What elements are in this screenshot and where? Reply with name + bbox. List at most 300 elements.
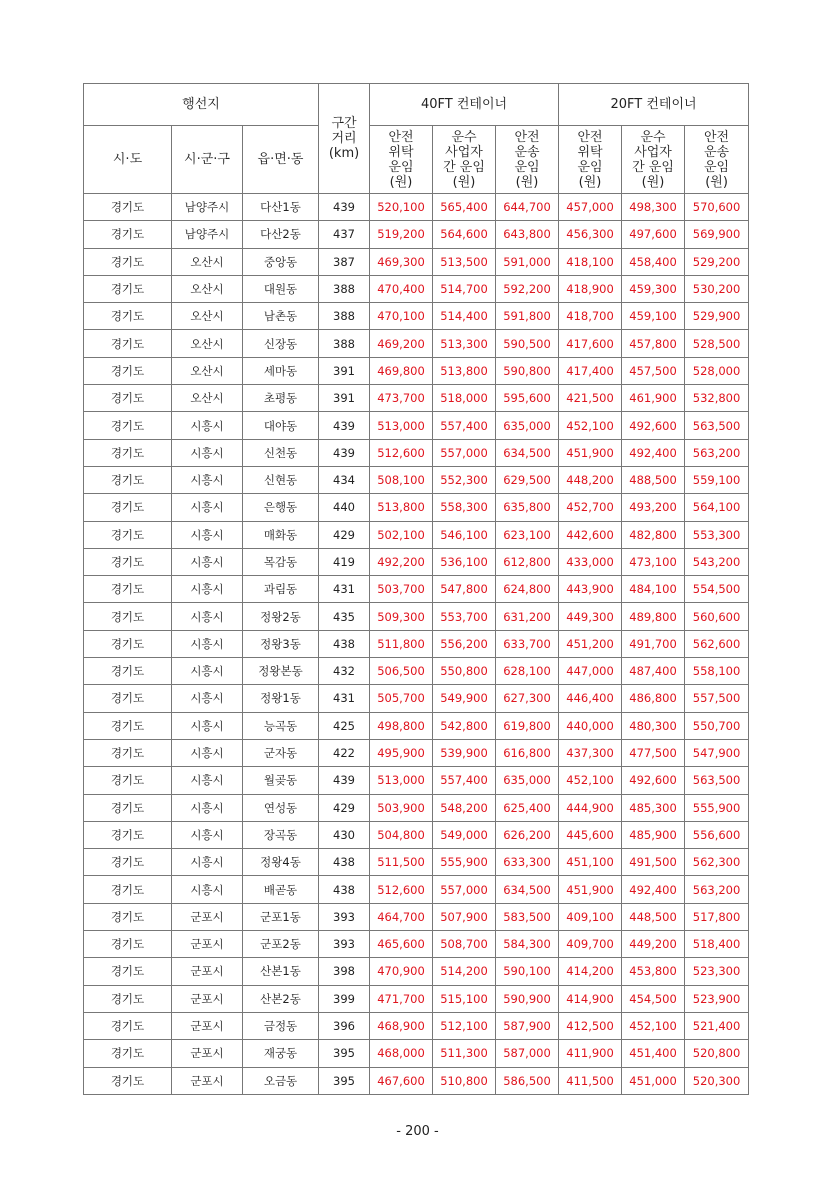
rate-40ft-carrier-cell: 514,200 <box>433 958 496 985</box>
rate-20ft-safe-consign-cell: 433,000 <box>559 548 622 575</box>
distance-cell: 437 <box>319 221 370 248</box>
rate-40ft-safe-transport-cell: 629,500 <box>496 466 559 493</box>
distance-cell: 395 <box>319 1067 370 1094</box>
sigungu-cell: 시흥시 <box>172 712 243 739</box>
sido-cell: 경기도 <box>84 494 172 521</box>
sigungu-cell: 시흥시 <box>172 821 243 848</box>
rate-20ft-carrier-cell: 492,400 <box>622 876 685 903</box>
rate-20ft-safe-consign-cell: 417,600 <box>559 330 622 357</box>
sido-cell: 경기도 <box>84 248 172 275</box>
dong-cell: 재궁동 <box>243 1040 319 1067</box>
rate-40ft-safe-consign-cell: 520,100 <box>370 194 433 221</box>
rate-20ft-safe-consign-cell: 418,100 <box>559 248 622 275</box>
sigungu-cell: 남양주시 <box>172 221 243 248</box>
sigungu-cell: 오산시 <box>172 330 243 357</box>
rate-20ft-carrier-cell: 492,400 <box>622 439 685 466</box>
rate-40ft-carrier-cell: 518,000 <box>433 385 496 412</box>
rate-20ft-carrier-cell: 448,500 <box>622 903 685 930</box>
rate-20ft-carrier-cell: 488,500 <box>622 466 685 493</box>
rate-40ft-safe-transport-cell: 590,800 <box>496 357 559 384</box>
sigungu-cell: 시흥시 <box>172 603 243 630</box>
sigungu-cell: 시흥시 <box>172 630 243 657</box>
rate-20ft-carrier-cell: 459,100 <box>622 303 685 330</box>
dong-cell: 연성동 <box>243 794 319 821</box>
table-row <box>84 330 749 357</box>
sido-cell: 경기도 <box>84 303 172 330</box>
sigungu-cell: 시흥시 <box>172 685 243 712</box>
table-row <box>84 194 749 221</box>
header-sido: 시·도 <box>84 126 172 194</box>
sido-cell: 경기도 <box>84 685 172 712</box>
table-body <box>84 194 749 1095</box>
rate-40ft-safe-consign-cell: 512,600 <box>370 876 433 903</box>
rate-40ft-safe-transport-cell: 583,500 <box>496 903 559 930</box>
rate-20ft-carrier-cell: 457,500 <box>622 357 685 384</box>
dong-cell: 정왕3동 <box>243 630 319 657</box>
sigungu-cell: 군포시 <box>172 903 243 930</box>
rate-40ft-safe-consign-cell: 465,600 <box>370 931 433 958</box>
rate-40ft-safe-transport-cell: 624,800 <box>496 576 559 603</box>
sigungu-cell: 시흥시 <box>172 412 243 439</box>
rate-20ft-carrier-cell: 491,700 <box>622 630 685 657</box>
rate-40ft-safe-consign-cell: 511,500 <box>370 849 433 876</box>
rate-40ft-safe-transport-cell: 625,400 <box>496 794 559 821</box>
sigungu-cell: 시흥시 <box>172 739 243 766</box>
sigungu-cell: 시흥시 <box>172 548 243 575</box>
table-row <box>84 385 749 412</box>
distance-cell: 440 <box>319 494 370 521</box>
rate-20ft-safe-transport-cell: 530,200 <box>685 275 749 302</box>
rate-20ft-carrier-cell: 477,500 <box>622 739 685 766</box>
distance-cell: 387 <box>319 248 370 275</box>
dong-cell: 은행동 <box>243 494 319 521</box>
page-number: - 200 - <box>396 1124 439 1139</box>
rate-20ft-safe-transport-cell: 553,300 <box>685 521 749 548</box>
rate-40ft-safe-transport-cell: 587,000 <box>496 1040 559 1067</box>
rate-40ft-carrier-cell: 507,900 <box>433 903 496 930</box>
dong-cell: 정왕2동 <box>243 603 319 630</box>
distance-cell: 396 <box>319 1012 370 1039</box>
rate-20ft-carrier-cell: 486,800 <box>622 685 685 712</box>
rate-20ft-safe-consign-cell: 457,000 <box>559 194 622 221</box>
rate-20ft-safe-consign-cell: 448,200 <box>559 466 622 493</box>
rate-20ft-safe-transport-cell: 532,800 <box>685 385 749 412</box>
rate-20ft-carrier-cell: 491,500 <box>622 849 685 876</box>
rate-20ft-safe-consign-cell: 451,200 <box>559 630 622 657</box>
rate-40ft-carrier-cell: 557,000 <box>433 876 496 903</box>
rate-20ft-safe-consign-cell: 411,900 <box>559 1040 622 1067</box>
dong-cell: 신장동 <box>243 330 319 357</box>
rate-20ft-safe-transport-cell: 520,800 <box>685 1040 749 1067</box>
table-row <box>84 821 749 848</box>
sido-cell: 경기도 <box>84 194 172 221</box>
sido-cell: 경기도 <box>84 903 172 930</box>
sido-cell: 경기도 <box>84 521 172 548</box>
distance-cell: 425 <box>319 712 370 739</box>
distance-cell: 431 <box>319 576 370 603</box>
rate-20ft-safe-consign-cell: 452,700 <box>559 494 622 521</box>
sido-cell: 경기도 <box>84 603 172 630</box>
distance-cell: 439 <box>319 412 370 439</box>
rate-40ft-safe-transport-cell: 628,100 <box>496 658 559 685</box>
rate-40ft-safe-consign-cell: 505,700 <box>370 685 433 712</box>
rate-40ft-safe-consign-cell: 513,000 <box>370 767 433 794</box>
rate-20ft-safe-transport-cell: 563,500 <box>685 412 749 439</box>
sigungu-cell: 오산시 <box>172 385 243 412</box>
sigungu-cell: 군포시 <box>172 958 243 985</box>
rate-40ft-safe-transport-cell: 633,700 <box>496 630 559 657</box>
sido-cell: 경기도 <box>84 876 172 903</box>
rate-40ft-safe-transport-cell: 634,500 <box>496 876 559 903</box>
table-row <box>84 1067 749 1094</box>
dong-cell: 오금동 <box>243 1067 319 1094</box>
distance-cell: 439 <box>319 194 370 221</box>
sido-cell: 경기도 <box>84 630 172 657</box>
sigungu-cell: 군포시 <box>172 985 243 1012</box>
rate-40ft-safe-transport-cell: 587,900 <box>496 1012 559 1039</box>
rate-40ft-carrier-cell: 555,900 <box>433 849 496 876</box>
rate-40ft-safe-consign-cell: 513,800 <box>370 494 433 521</box>
distance-cell: 435 <box>319 603 370 630</box>
rate-20ft-safe-consign-cell: 446,400 <box>559 685 622 712</box>
distance-cell: 419 <box>319 548 370 575</box>
dong-cell: 정왕1동 <box>243 685 319 712</box>
dong-cell: 과림동 <box>243 576 319 603</box>
dong-cell: 다산1동 <box>243 194 319 221</box>
rate-40ft-carrier-cell: 549,000 <box>433 821 496 848</box>
sigungu-cell: 군포시 <box>172 931 243 958</box>
sido-cell: 경기도 <box>84 412 172 439</box>
rate-40ft-safe-consign-cell: 513,000 <box>370 412 433 439</box>
dong-cell: 능곡동 <box>243 712 319 739</box>
table-row <box>84 658 749 685</box>
table-row <box>84 466 749 493</box>
rate-40ft-carrier-cell: 552,300 <box>433 466 496 493</box>
rate-40ft-carrier-cell: 564,600 <box>433 221 496 248</box>
rate-20ft-safe-transport-cell: 528,500 <box>685 330 749 357</box>
header-destination: 행선지 <box>84 84 319 126</box>
header-distance: 구간 거리 (km) <box>319 84 370 194</box>
rate-20ft-carrier-cell: 485,900 <box>622 821 685 848</box>
dong-cell: 군포2동 <box>243 931 319 958</box>
rate-40ft-safe-transport-cell: 591,800 <box>496 303 559 330</box>
rate-40ft-safe-transport-cell: 595,600 <box>496 385 559 412</box>
dong-cell: 군포1동 <box>243 903 319 930</box>
rate-20ft-carrier-cell: 482,800 <box>622 521 685 548</box>
sido-cell: 경기도 <box>84 712 172 739</box>
header-20ft-safe-transport-rate: 안전 운송 운임 (원) <box>685 126 749 194</box>
rate-20ft-safe-transport-cell: 562,600 <box>685 630 749 657</box>
rate-20ft-safe-transport-cell: 569,900 <box>685 221 749 248</box>
table-row <box>84 303 749 330</box>
rate-20ft-carrier-cell: 461,900 <box>622 385 685 412</box>
sigungu-cell: 군포시 <box>172 1040 243 1067</box>
rate-20ft-safe-consign-cell: 409,100 <box>559 903 622 930</box>
rate-40ft-safe-consign-cell: 464,700 <box>370 903 433 930</box>
dong-cell: 신천동 <box>243 439 319 466</box>
rate-40ft-safe-consign-cell: 495,900 <box>370 739 433 766</box>
rate-40ft-safe-consign-cell: 469,800 <box>370 357 433 384</box>
sigungu-cell: 오산시 <box>172 303 243 330</box>
sido-cell: 경기도 <box>84 330 172 357</box>
rate-40ft-safe-transport-cell: 626,200 <box>496 821 559 848</box>
table-row <box>84 548 749 575</box>
rate-20ft-safe-transport-cell: 521,400 <box>685 1012 749 1039</box>
table-header <box>84 84 749 194</box>
dong-cell: 군자동 <box>243 739 319 766</box>
rate-40ft-carrier-cell: 536,100 <box>433 548 496 575</box>
sido-cell: 경기도 <box>84 1012 172 1039</box>
rate-20ft-safe-transport-cell: 557,500 <box>685 685 749 712</box>
rate-40ft-carrier-cell: 513,500 <box>433 248 496 275</box>
rate-20ft-safe-transport-cell: 560,600 <box>685 603 749 630</box>
sigungu-cell: 시흥시 <box>172 767 243 794</box>
table-row <box>84 521 749 548</box>
rate-20ft-safe-consign-cell: 445,600 <box>559 821 622 848</box>
rate-40ft-safe-transport-cell: 635,800 <box>496 494 559 521</box>
rate-40ft-safe-transport-cell: 633,300 <box>496 849 559 876</box>
dong-cell: 금정동 <box>243 1012 319 1039</box>
rate-40ft-safe-consign-cell: 504,800 <box>370 821 433 848</box>
sigungu-cell: 오산시 <box>172 357 243 384</box>
table-row <box>84 739 749 766</box>
rate-40ft-safe-consign-cell: 519,200 <box>370 221 433 248</box>
distance-cell: 439 <box>319 439 370 466</box>
dong-cell: 다산2동 <box>243 221 319 248</box>
dong-cell: 정왕4동 <box>243 849 319 876</box>
rate-20ft-safe-transport-cell: 543,200 <box>685 548 749 575</box>
sigungu-cell: 오산시 <box>172 275 243 302</box>
rate-40ft-safe-consign-cell: 471,700 <box>370 985 433 1012</box>
rate-40ft-safe-transport-cell: 635,000 <box>496 412 559 439</box>
sigungu-cell: 시흥시 <box>172 521 243 548</box>
table-row <box>84 1012 749 1039</box>
rate-20ft-carrier-cell: 498,300 <box>622 194 685 221</box>
table-row <box>84 357 749 384</box>
sido-cell: 경기도 <box>84 576 172 603</box>
table-row <box>84 985 749 1012</box>
rate-40ft-carrier-cell: 546,100 <box>433 521 496 548</box>
rate-40ft-carrier-cell: 548,200 <box>433 794 496 821</box>
dong-cell: 신현동 <box>243 466 319 493</box>
rate-20ft-safe-consign-cell: 414,900 <box>559 985 622 1012</box>
rate-40ft-safe-consign-cell: 470,400 <box>370 275 433 302</box>
rate-20ft-carrier-cell: 453,800 <box>622 958 685 985</box>
rate-20ft-safe-transport-cell: 547,900 <box>685 739 749 766</box>
rate-20ft-safe-transport-cell: 518,400 <box>685 931 749 958</box>
table-row <box>84 439 749 466</box>
rate-20ft-safe-transport-cell: 520,300 <box>685 1067 749 1094</box>
sido-cell: 경기도 <box>84 931 172 958</box>
rate-20ft-safe-consign-cell: 421,500 <box>559 385 622 412</box>
rate-20ft-carrier-cell: 451,400 <box>622 1040 685 1067</box>
rate-20ft-safe-transport-cell: 562,300 <box>685 849 749 876</box>
rate-40ft-safe-consign-cell: 498,800 <box>370 712 433 739</box>
distance-cell: 438 <box>319 849 370 876</box>
sigungu-cell: 시흥시 <box>172 876 243 903</box>
distance-cell: 429 <box>319 521 370 548</box>
rate-20ft-carrier-cell: 473,100 <box>622 548 685 575</box>
rate-40ft-safe-transport-cell: 584,300 <box>496 931 559 958</box>
rate-20ft-safe-transport-cell: 563,200 <box>685 876 749 903</box>
distance-cell: 388 <box>319 275 370 302</box>
rate-20ft-safe-transport-cell: 550,700 <box>685 712 749 739</box>
rate-20ft-safe-consign-cell: 414,200 <box>559 958 622 985</box>
sigungu-cell: 시흥시 <box>172 658 243 685</box>
sido-cell: 경기도 <box>84 958 172 985</box>
rate-40ft-carrier-cell: 550,800 <box>433 658 496 685</box>
distance-cell: 391 <box>319 385 370 412</box>
header-20ft-carrier-rate: 운수 사업자 간 운임 (원) <box>622 126 685 194</box>
table-row <box>84 412 749 439</box>
rate-20ft-safe-transport-cell: 564,100 <box>685 494 749 521</box>
table-row <box>84 1040 749 1067</box>
rate-20ft-safe-transport-cell: 517,800 <box>685 903 749 930</box>
rate-40ft-carrier-cell: 515,100 <box>433 985 496 1012</box>
rate-40ft-safe-consign-cell: 470,100 <box>370 303 433 330</box>
table-row <box>84 931 749 958</box>
freight-rate-table <box>83 83 749 1095</box>
rate-20ft-safe-consign-cell: 440,000 <box>559 712 622 739</box>
rate-40ft-safe-transport-cell: 590,100 <box>496 958 559 985</box>
rate-20ft-safe-consign-cell: 444,900 <box>559 794 622 821</box>
rate-20ft-safe-consign-cell: 451,900 <box>559 876 622 903</box>
rate-40ft-safe-consign-cell: 503,900 <box>370 794 433 821</box>
rate-20ft-carrier-cell: 454,500 <box>622 985 685 1012</box>
rate-40ft-safe-consign-cell: 469,200 <box>370 330 433 357</box>
rate-20ft-safe-consign-cell: 417,400 <box>559 357 622 384</box>
sido-cell: 경기도 <box>84 658 172 685</box>
rate-40ft-safe-consign-cell: 511,800 <box>370 630 433 657</box>
header-40ft-safe-consign-rate: 안전 위탁 운임 (원) <box>370 126 433 194</box>
rate-40ft-safe-transport-cell: 623,100 <box>496 521 559 548</box>
dong-cell: 월곶동 <box>243 767 319 794</box>
distance-cell: 388 <box>319 303 370 330</box>
rate-20ft-carrier-cell: 480,300 <box>622 712 685 739</box>
table-row <box>84 221 749 248</box>
rate-20ft-safe-transport-cell: 529,900 <box>685 303 749 330</box>
rate-20ft-safe-consign-cell: 442,600 <box>559 521 622 548</box>
rate-20ft-carrier-cell: 458,400 <box>622 248 685 275</box>
rate-40ft-carrier-cell: 511,300 <box>433 1040 496 1067</box>
rate-40ft-carrier-cell: 553,700 <box>433 603 496 630</box>
rate-40ft-safe-transport-cell: 619,800 <box>496 712 559 739</box>
rate-20ft-carrier-cell: 451,000 <box>622 1067 685 1094</box>
sigungu-cell: 시흥시 <box>172 466 243 493</box>
rate-20ft-safe-consign-cell: 449,300 <box>559 603 622 630</box>
table-row <box>84 685 749 712</box>
rate-20ft-carrier-cell: 489,800 <box>622 603 685 630</box>
rate-20ft-safe-transport-cell: 554,500 <box>685 576 749 603</box>
rate-40ft-carrier-cell: 514,700 <box>433 275 496 302</box>
rate-20ft-safe-transport-cell: 523,900 <box>685 985 749 1012</box>
sigungu-cell: 시흥시 <box>172 439 243 466</box>
sigungu-cell: 시흥시 <box>172 794 243 821</box>
rate-20ft-carrier-cell: 452,100 <box>622 1012 685 1039</box>
rate-20ft-safe-transport-cell: 570,600 <box>685 194 749 221</box>
rate-40ft-safe-consign-cell: 512,600 <box>370 439 433 466</box>
sido-cell: 경기도 <box>84 985 172 1012</box>
rate-20ft-carrier-cell: 487,400 <box>622 658 685 685</box>
rate-20ft-safe-transport-cell: 559,100 <box>685 466 749 493</box>
rate-20ft-carrier-cell: 492,600 <box>622 412 685 439</box>
rate-40ft-carrier-cell: 557,000 <box>433 439 496 466</box>
dong-cell: 세마동 <box>243 357 319 384</box>
sigungu-cell: 남양주시 <box>172 194 243 221</box>
rate-40ft-carrier-cell: 549,900 <box>433 685 496 712</box>
sido-cell: 경기도 <box>84 1040 172 1067</box>
rate-20ft-safe-consign-cell: 452,100 <box>559 412 622 439</box>
rate-40ft-safe-consign-cell: 503,700 <box>370 576 433 603</box>
rate-40ft-safe-transport-cell: 586,500 <box>496 1067 559 1094</box>
distance-cell: 438 <box>319 630 370 657</box>
dong-cell: 대야동 <box>243 412 319 439</box>
header-40ft-container: 40FT 컨테이너 <box>370 84 559 126</box>
rate-40ft-carrier-cell: 513,300 <box>433 330 496 357</box>
dong-cell: 초평동 <box>243 385 319 412</box>
rate-20ft-safe-transport-cell: 529,200 <box>685 248 749 275</box>
distance-cell: 434 <box>319 466 370 493</box>
rate-40ft-carrier-cell: 514,400 <box>433 303 496 330</box>
table-row <box>84 275 749 302</box>
header-20ft-container: 20FT 컨테이너 <box>559 84 749 126</box>
sigungu-cell: 시흥시 <box>172 494 243 521</box>
rate-40ft-safe-transport-cell: 590,900 <box>496 985 559 1012</box>
distance-cell: 431 <box>319 685 370 712</box>
sido-cell: 경기도 <box>84 849 172 876</box>
rate-20ft-safe-transport-cell: 528,000 <box>685 357 749 384</box>
rate-40ft-safe-consign-cell: 468,900 <box>370 1012 433 1039</box>
sido-cell: 경기도 <box>84 794 172 821</box>
table-row <box>84 630 749 657</box>
table-row <box>84 794 749 821</box>
header-sigungu: 시·군·구 <box>172 126 243 194</box>
rate-20ft-safe-transport-cell: 563,200 <box>685 439 749 466</box>
rate-40ft-safe-consign-cell: 502,100 <box>370 521 433 548</box>
rate-40ft-safe-transport-cell: 627,300 <box>496 685 559 712</box>
rate-40ft-safe-consign-cell: 470,900 <box>370 958 433 985</box>
rate-40ft-carrier-cell: 557,400 <box>433 412 496 439</box>
rate-40ft-safe-transport-cell: 635,000 <box>496 767 559 794</box>
dong-cell: 중앙동 <box>243 248 319 275</box>
header-20ft-safe-consign-rate: 안전 위탁 운임 (원) <box>559 126 622 194</box>
rate-40ft-carrier-cell: 508,700 <box>433 931 496 958</box>
rate-40ft-safe-consign-cell: 469,300 <box>370 248 433 275</box>
dong-cell: 대원동 <box>243 275 319 302</box>
sigungu-cell: 시흥시 <box>172 576 243 603</box>
dong-cell: 매화동 <box>243 521 319 548</box>
rate-20ft-safe-consign-cell: 409,700 <box>559 931 622 958</box>
distance-cell: 395 <box>319 1040 370 1067</box>
rate-40ft-safe-consign-cell: 473,700 <box>370 385 433 412</box>
rate-40ft-safe-consign-cell: 506,500 <box>370 658 433 685</box>
rate-20ft-safe-consign-cell: 412,500 <box>559 1012 622 1039</box>
dong-cell: 산본1동 <box>243 958 319 985</box>
distance-cell: 388 <box>319 330 370 357</box>
distance-cell: 391 <box>319 357 370 384</box>
rate-20ft-safe-consign-cell: 437,300 <box>559 739 622 766</box>
table-row <box>84 248 749 275</box>
rate-40ft-safe-transport-cell: 643,800 <box>496 221 559 248</box>
dong-cell: 남촌동 <box>243 303 319 330</box>
distance-cell: 429 <box>319 794 370 821</box>
rate-20ft-carrier-cell: 485,300 <box>622 794 685 821</box>
rate-20ft-safe-transport-cell: 556,600 <box>685 821 749 848</box>
rate-40ft-carrier-cell: 542,800 <box>433 712 496 739</box>
rate-40ft-safe-consign-cell: 467,600 <box>370 1067 433 1094</box>
table-row <box>84 494 749 521</box>
table-row <box>84 767 749 794</box>
